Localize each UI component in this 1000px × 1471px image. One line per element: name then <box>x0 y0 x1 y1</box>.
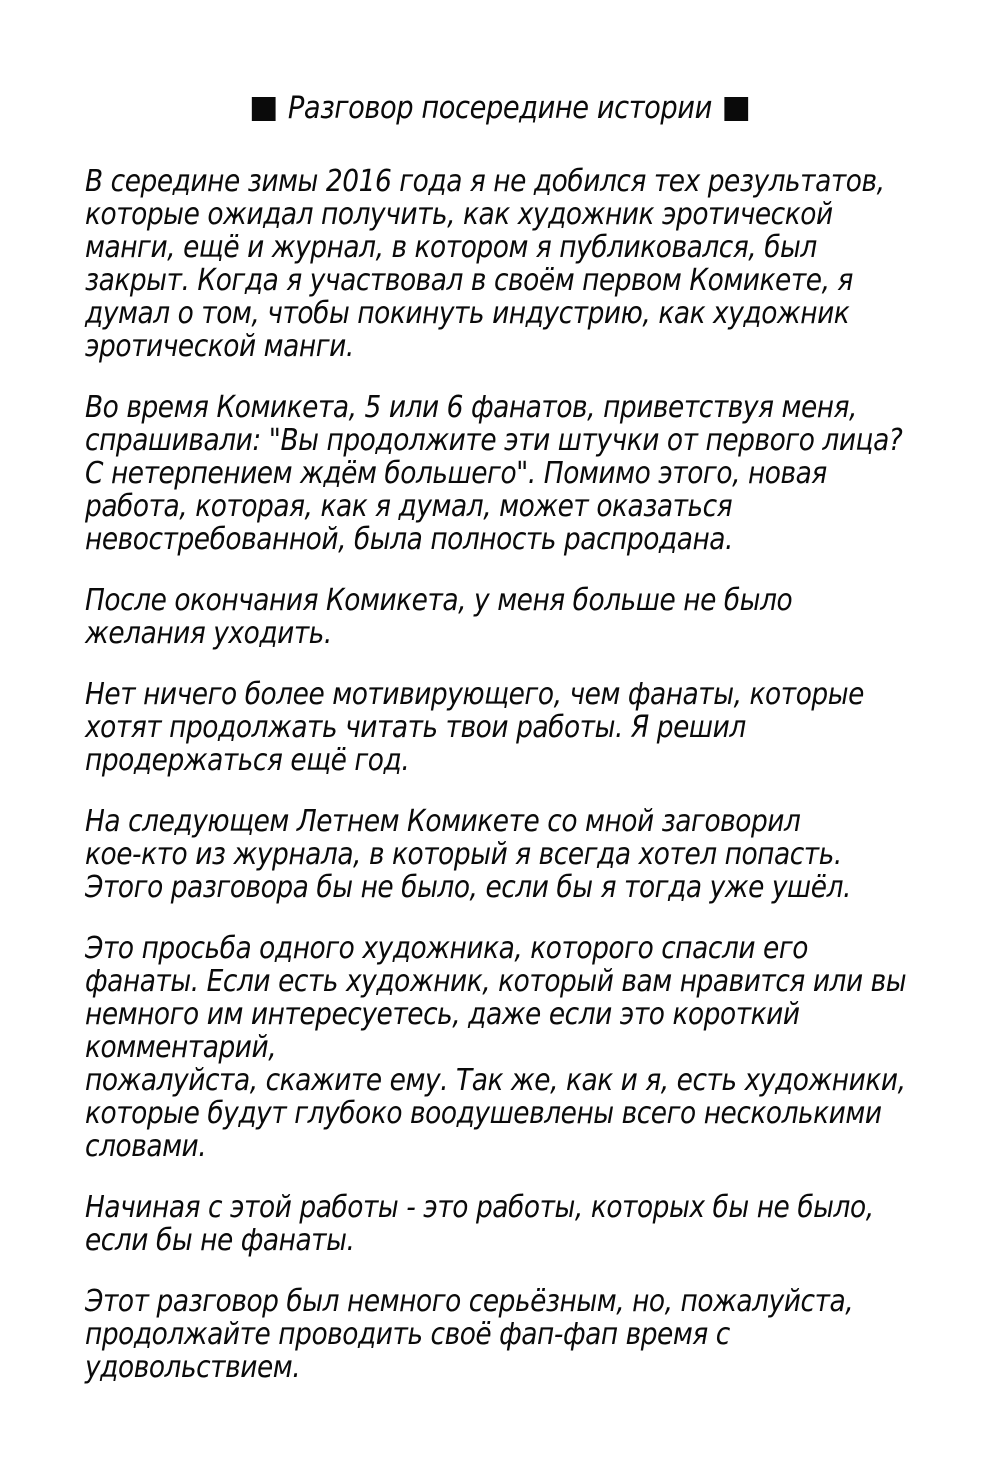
page-title <box>252 92 748 125</box>
text-line: кое-кто из журнала, в который я всегда хотел попасть. <box>85 837 842 872</box>
text-line: желания уходить. <box>85 616 332 651</box>
text-line: Это просьба одного художника, которого спасли его <box>85 931 809 966</box>
text-line: думал о том, чтобы покинуть индустрию, как художник <box>85 296 850 331</box>
text-line: которые будут глубоко воодушевлены всего несколькими <box>85 1096 882 1131</box>
black-square-icon <box>724 97 748 121</box>
paragraph <box>85 584 906 650</box>
text-line: комментарий, <box>85 1030 277 1065</box>
paragraph <box>85 805 906 904</box>
text-line: хотят продолжать читать твои работы. Я решил <box>85 710 746 745</box>
text-line: закрыт. Когда я участвовал в своём первом Комикете, я <box>85 263 853 298</box>
text-line: Этого разговора бы не было, если бы я тогда уже ушёл. <box>85 870 851 905</box>
text-line: эротической манги. <box>85 329 354 364</box>
text-line: словами. <box>85 1129 207 1164</box>
page-title-row <box>0 92 1000 125</box>
text-line: работа, которая, как я думал, может оказаться <box>85 489 733 524</box>
text-line: С нетерпением ждём большего". Помимо этого, новая <box>85 456 827 491</box>
body-text <box>85 165 906 1412</box>
text-line: продержаться ещё год. <box>85 743 410 778</box>
text-line: продолжайте проводить своё фап-фап время с <box>85 1317 730 1352</box>
text-line: Во время Комикета, 5 или 6 фанатов, приветствуя меня, <box>85 390 857 425</box>
paragraph <box>85 165 906 363</box>
text-line: манги, ещё и журнал, в котором я публиковался, был <box>85 230 817 265</box>
text-line: Начиная с этой работы - это работы, которых бы не было, <box>85 1190 874 1225</box>
text-line: В середине зимы 2016 года я не добился тех результатов, <box>85 164 885 199</box>
text-line: если бы не фанаты. <box>85 1223 355 1258</box>
text-line: невостребованной, была полность распродана. <box>85 522 733 557</box>
text-line: немного им интересуетесь, даже если это короткий <box>85 997 800 1032</box>
paragraph <box>85 932 906 1163</box>
page-title-text: Разговор посередине истории <box>288 90 712 126</box>
paragraph <box>85 1191 906 1257</box>
text-line: На следующем Летнем Комикете со мной заговорил <box>85 804 801 839</box>
text-line: которые ожидал получить, как художник эротической <box>85 197 833 232</box>
text-line: После окончания Комикета, у меня больше не было <box>85 583 793 618</box>
text-line: Этот разговор был немного серьёзным, но, пожалуйста, <box>85 1284 854 1319</box>
black-square-icon <box>252 97 276 121</box>
text-line: пожалуйста, скажите ему. Так же, как и я, есть художники, <box>85 1063 906 1098</box>
paragraph <box>85 1285 906 1384</box>
text-line: фанаты. Если есть художник, который вам нравится или вы <box>85 964 907 999</box>
paragraph <box>85 391 906 556</box>
text-line: Нет ничего более мотивирующего, чем фанаты, которые <box>85 677 864 712</box>
text-line: спрашивали: "Вы продолжите эти штучки от первого лица? <box>85 423 903 458</box>
text-line: удовольствием. <box>85 1350 301 1385</box>
paragraph <box>85 678 906 777</box>
